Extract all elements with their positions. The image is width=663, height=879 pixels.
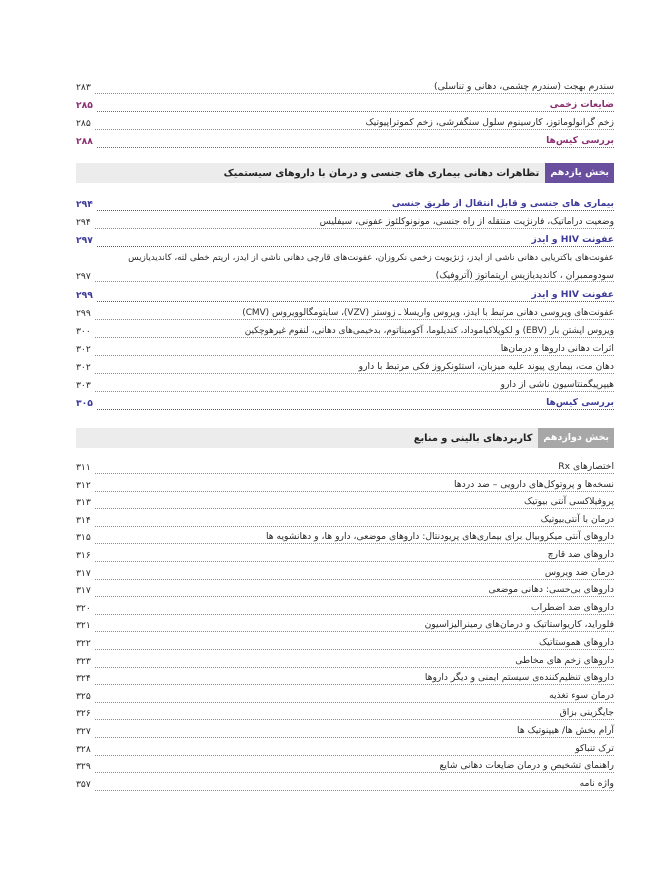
toc-entry: [76, 374, 614, 392]
toc-entry: [76, 338, 614, 356]
entry-title: داروهای ضد قارچ: [545, 549, 614, 561]
toc-entry: [76, 650, 614, 668]
entry-title: سندرم بهجت (سندرم چشمی، دهانی و تناسلی): [431, 81, 614, 93]
entry-page: ۲۸۸: [76, 136, 96, 148]
entry-title-line1: عفونت‌های باکتریایی دهانی ناشی از ایدز، ژنژیویت زخمی نکروزان، عفونت‌های قارچی دهانی ناشی از ایدز، اریتم خطی لثه، کاندیدیازیس: [125, 253, 614, 263]
entry-page: ۳۲۴: [76, 673, 94, 685]
entry-page: ۳۱۵: [76, 532, 94, 544]
entry-page: ۳۲۵: [76, 691, 94, 703]
toc-entry: [76, 632, 614, 650]
entry-title: درمان ضد ویروس: [542, 567, 614, 579]
toc-entry: [76, 720, 614, 738]
entry-title: هیپرپیگمنتاسیون ناشی از دارو: [498, 379, 614, 391]
toc-entry: [76, 667, 614, 685]
section-title: تظاهرات دهانی بیماری های جنسی و درمان با داروهای سیستمیک: [223, 167, 540, 179]
entry-title: بررسی کیس‌ها: [543, 397, 614, 409]
entry-title: داروهای ضد اضطراب: [528, 602, 614, 614]
toc-entry: [76, 193, 614, 211]
toc-entry: [76, 456, 614, 474]
toc-entry: [76, 474, 614, 492]
toc-entry: [76, 392, 614, 410]
toc-entry: [76, 112, 614, 130]
toc-entry: [76, 685, 614, 703]
entry-title: ضایعات زخمی: [547, 99, 614, 111]
entry-title: بررسی کیس‌ها: [543, 135, 614, 147]
entry-title-line2: سودوممبران ، کاندیدیازیس اریتماتوز (آتروفیک): [433, 270, 614, 281]
section-badge: بخش یازدهم: [545, 163, 614, 183]
entry-page: ۳۲۲: [76, 638, 94, 650]
entry-title: داروهای زخم های مخاطی: [512, 655, 614, 667]
entry-page: ۳۱۳: [76, 497, 94, 509]
entry-page: ۲۸۵: [76, 100, 96, 112]
toc-page: [76, 0, 614, 879]
entry-title: اثرات دهانی داروها و درمان‌ها: [498, 343, 614, 355]
entry-page: ۲۸۵: [76, 118, 94, 130]
entry-title: دهان مت، بیماری پیوند علیه میزبان، استئونکروز فکی مرتبط با دارو: [356, 361, 614, 373]
entry-title: وضعیت دراماتیک، فارنژیت منتقله از راه جنسی، مونونوکلئوز عفونی، سیفلیس: [317, 216, 614, 228]
toc-entry: [76, 76, 614, 94]
entry-title: پروفیلاکسی آنتی بیوتیک: [521, 496, 614, 508]
toc-entry: [76, 229, 614, 247]
entry-title: عفونت HIV و ایدز: [528, 234, 614, 246]
entry-title: درمان با آنتی‌بیوتیک: [538, 514, 614, 526]
entry-page: ۲۹۴: [76, 217, 94, 229]
entry-page: ۳۰۰: [76, 326, 94, 338]
section-header: [76, 428, 614, 448]
toc-entry: [76, 491, 614, 509]
entry-page: ۲۹۴: [76, 199, 96, 211]
toc-entry: [76, 94, 614, 112]
entry-page: ۳۱۷: [76, 585, 94, 597]
section-badge: بخش دوازدهم: [538, 428, 614, 448]
toc-entry: [76, 284, 614, 302]
toc-entry: [76, 544, 614, 562]
entry-page: ۳۱۴: [76, 515, 94, 527]
entry-page: ۳۲۳: [76, 656, 94, 668]
entry-page: ۳۰۵: [76, 398, 96, 410]
toc-entry: [76, 562, 614, 580]
entry-title: فلوراید، کاریواستاتیک و درمان‌های رمینرالیزاسیون: [422, 619, 614, 631]
entry-page: ۲۹۷: [76, 235, 96, 247]
entry-page: ۲۹۹: [76, 290, 96, 302]
toc-entry: [76, 597, 614, 615]
entry-title: نسخه‌ها و پروتوکل‌های دارویی – ضد دردها: [451, 479, 614, 491]
entry-page: ۲۹۷: [76, 271, 94, 282]
toc-entry: [76, 526, 614, 544]
toc-entry: [76, 130, 614, 148]
entry-title: درمان سوء تغذیه: [546, 690, 614, 702]
entry-title: بیماری های جنسی و قابل انتقال از طریق جنسی: [389, 198, 614, 210]
entry-title: واژه نامه: [577, 778, 614, 790]
entry-page: ۳۱۲: [76, 480, 94, 492]
toc-entry: [76, 302, 614, 320]
entry-title: ویروس اپشتن بار (EBV) و لکوپلاکیاموداد، کندیلوما، آکومیناتوم، بدخیمی‌های دهانی، لنفوم غیرهوچکین: [242, 325, 614, 337]
toc-entry: [76, 755, 614, 773]
entry-page: ۳۰۳: [76, 380, 94, 392]
toc-entry: [76, 738, 614, 756]
entry-page: ۳۰۲: [76, 344, 94, 356]
toc-entry: [76, 509, 614, 527]
entry-title: عفونت HIV و ایدز: [528, 289, 614, 301]
toc-entry: [76, 579, 614, 597]
section-title: کاربردهای بالینی و منابع: [413, 432, 533, 444]
toc-entry-line1: [76, 247, 614, 263]
entry-title: زخم گرانولوماتوز، کارسینوم سلول سنگفرشی، زخم کموتراپیوتیک: [362, 117, 614, 129]
toc-entry-line2: [76, 265, 614, 282]
entry-title: داروهای هموستاتیک: [536, 637, 614, 649]
section-header: [76, 163, 614, 183]
entry-page: ۳۰۲: [76, 362, 94, 374]
entry-page: ۳۱۱: [76, 462, 94, 474]
entry-page: ۳۲۰: [76, 603, 94, 615]
entry-page: ۳۲۶: [76, 708, 94, 720]
entry-title: داروهای تنظیم‌کننده‌ی سیستم ایمنی و دیگر داروها: [422, 672, 614, 684]
entry-title: داروهای آنتی میکروبیال برای بیماری‌های پریودنتال: داروهای موضعی، دارو ها، و دهانشویه ها: [263, 531, 614, 543]
toc-entry: [76, 614, 614, 632]
entry-title: عفونت‌های ویروسی دهانی مرتبط با ایدز، ویروس واریسلا ـ زوستر (VZV)، سایتومگالوویروس (CMV): [239, 307, 614, 319]
toc-entry: [76, 211, 614, 229]
entry-page: ۳۱۷: [76, 568, 94, 580]
entry-title: راهنمای تشخیص و درمان ضایعات دهانی شایع: [436, 760, 614, 772]
entry-page: ۳۲۷: [76, 726, 94, 738]
entry-page: ۳۱۶: [76, 550, 94, 562]
entry-title: آرام بخش ها/ هیپنوتیک ها: [514, 725, 614, 737]
toc-entry: [76, 356, 614, 374]
entry-page: ۳۲۱: [76, 620, 94, 632]
entry-title: داروهای بی‌حسی: دهانی موضعی: [486, 584, 614, 596]
entry-title: ترک تنباکو: [572, 743, 614, 755]
entry-page: ۲۸۳: [76, 82, 94, 94]
entry-title: اختصارهای Rx: [555, 461, 614, 473]
toc-entry: [76, 773, 614, 791]
entry-title: جایگزینی بزاق: [557, 707, 614, 719]
toc-entry: [76, 702, 614, 720]
toc-entry: [76, 320, 614, 338]
entry-page: ۲۹۹: [76, 308, 94, 320]
entry-page: ۳۵۷: [76, 779, 94, 791]
entry-page: ۳۲۹: [76, 761, 94, 773]
entry-page: ۳۲۸: [76, 744, 94, 756]
